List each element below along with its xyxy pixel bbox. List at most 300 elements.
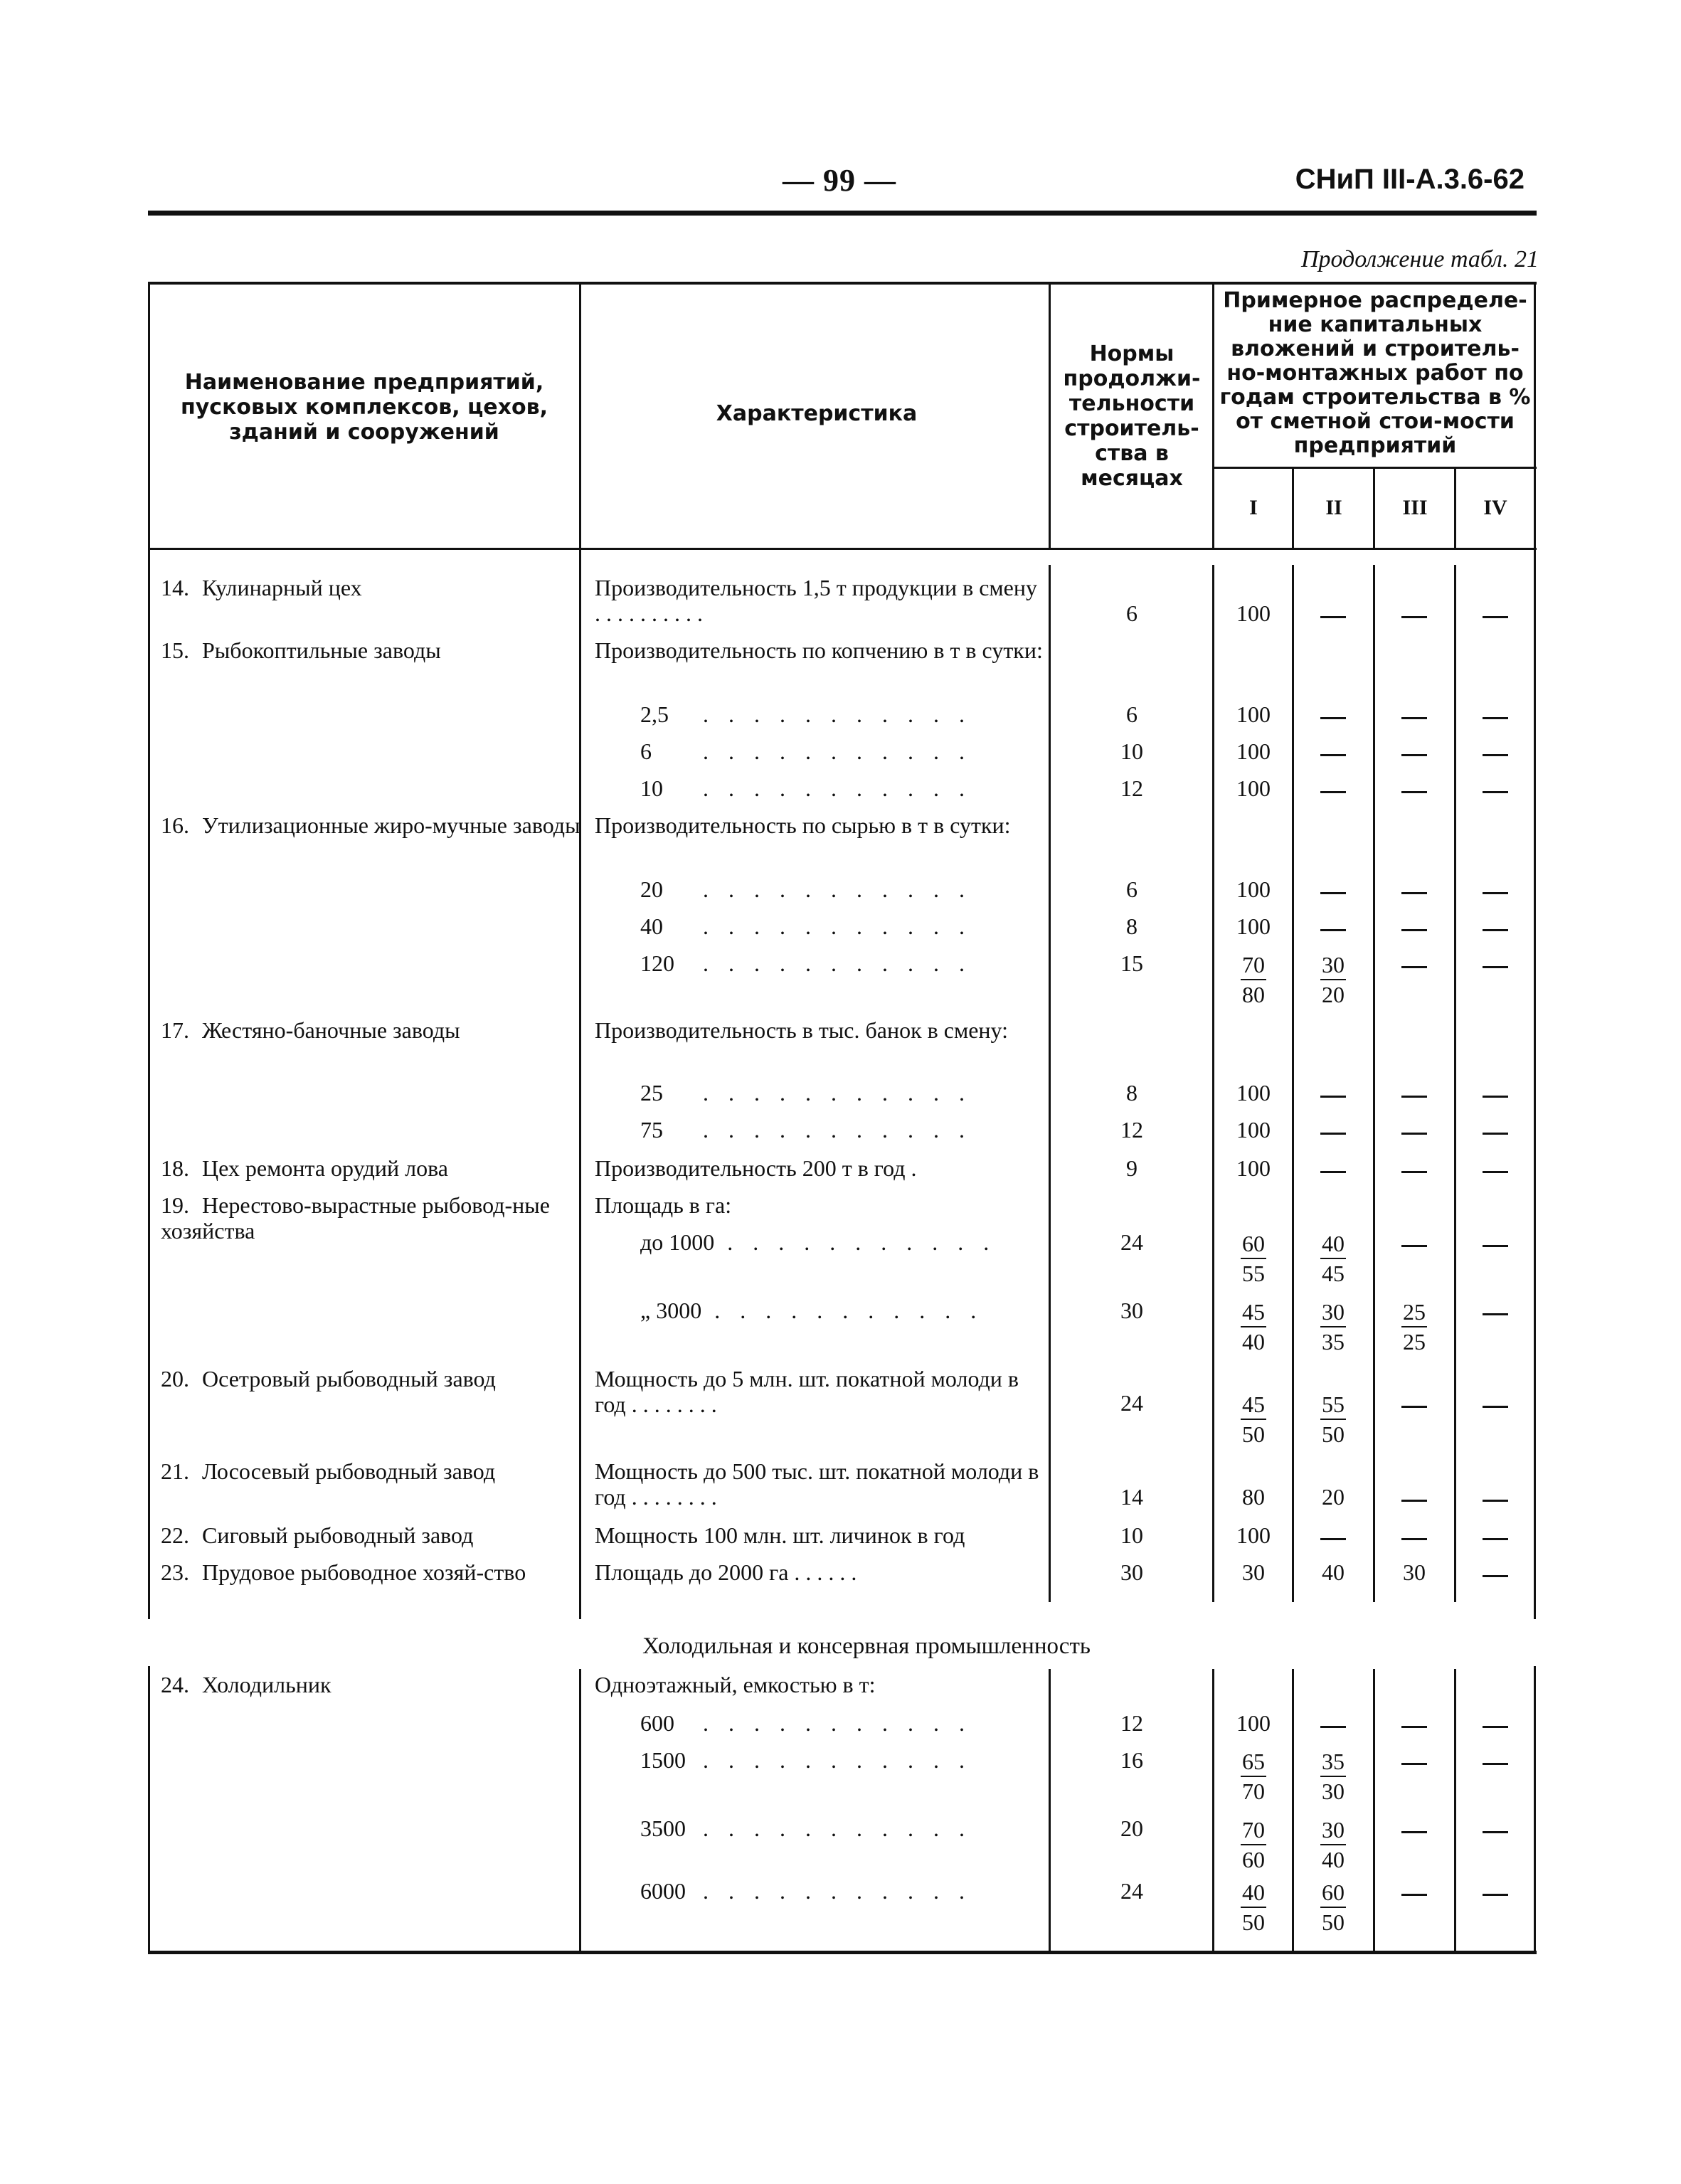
year-iii-value [1376,1817,1453,1843]
fraction-denominator: 35 [1322,1329,1345,1355]
fraction-numerator: 30 [1320,1298,1346,1327]
dash-mark [1483,1538,1508,1540]
row-name [161,637,588,663]
year-iii-value: 30 [1403,1559,1426,1585]
year-i-value: 80 [1242,1484,1265,1510]
sub-value: 1500 [640,1747,686,1773]
year-i-value [1215,950,1292,1009]
dash-mark [1401,1096,1427,1098]
row-number: 20. [161,1366,189,1391]
dash-mark [1483,1575,1508,1577]
leader-dots: . . . . . . . . . . . [690,1815,972,1841]
row-title: Кулинарный цех [202,575,362,600]
row-number: 22. [161,1522,189,1548]
year-iv-value [1457,1081,1534,1107]
column-rule [1454,565,1456,1602]
row-title: Жестяно-баночные заводы [202,1017,460,1043]
column-rule [1534,1666,1536,1951]
year-iii-value [1376,1118,1453,1144]
dash-mark [1320,1096,1346,1098]
year-i-value: 100 [1236,1522,1271,1548]
sub-value: до 1000 [640,1229,715,1255]
dash-mark [1483,1500,1508,1502]
row-characteristic: Мощность до 500 тыс. шт. покатной молоди в год . . . . . . . . [595,1458,1039,1510]
dash-mark [1483,1726,1508,1728]
fraction-denominator: 80 [1242,982,1265,1007]
fraction-denominator: 40 [1242,1329,1265,1355]
sub-value: 25 [640,1080,663,1106]
norm-value: 16 [1120,1747,1143,1773]
year-ii-value [1295,950,1372,1009]
fraction-numerator: 25 [1401,1298,1427,1327]
fraction-value [1241,1747,1266,1806]
sub-value: 600 [640,1710,674,1736]
sub-value: 120 [640,950,674,976]
dash-mark [1483,791,1508,793]
year-i-value: 100 [1236,1155,1271,1181]
row-number: 16. [161,812,189,838]
row-title: Утилизационные жиро-мучные заводы [202,812,580,838]
dash-mark [1483,929,1508,931]
page-number: — 99 — [783,163,896,198]
year-iv-value [1457,1391,1534,1417]
year-i-value: 100 [1236,600,1271,626]
header-year-2: II [1325,496,1342,519]
year-ii-value [1295,878,1372,903]
row-title: Сиговый рыбоводный завод [202,1522,474,1548]
top-rule [148,211,1537,216]
row-characteristic: Площадь до 2000 га . . . . . . [595,1559,857,1585]
year-ii-value: 40 [1322,1559,1345,1585]
row-characteristic: Мощность 100 млн. шт. личинок в год [595,1522,965,1548]
year-ii-value [1295,1081,1372,1107]
dash-mark [1483,1133,1508,1135]
year-iv-value [1457,1299,1534,1325]
sub-value: 20 [640,876,663,902]
sub-value: 2,5 [640,701,669,727]
fraction-denominator: 50 [1242,1421,1265,1447]
dash-mark [1483,892,1508,894]
norm-value: 10 [1120,1522,1143,1548]
row-name [161,1458,588,1484]
year-iv-value [1457,1749,1534,1774]
dash-mark [1401,791,1427,793]
leader-dots: . . . . . . . . . . . [690,1117,972,1143]
dash-mark [1401,717,1427,719]
norm-value: 6 [1126,876,1138,902]
row-title: Прудовое рыбоводное хозяй-ство [202,1559,526,1585]
dash-mark [1401,1406,1427,1408]
norm-value: 30 [1120,1559,1143,1585]
fraction-value [1241,1298,1266,1356]
fraction-value [1320,1229,1346,1288]
dash-mark [1401,966,1427,968]
dash-mark [1483,1096,1508,1098]
dash-mark [1320,717,1346,719]
norm-value: 12 [1120,1117,1143,1143]
year-iv-value [1457,1485,1534,1511]
dash-mark [1401,1763,1427,1765]
year-iv-value [1457,952,1534,977]
norm-value: 20 [1120,1815,1143,1841]
dash-mark [1320,791,1346,793]
year-iii-value [1376,1231,1453,1256]
dash-mark [1320,1538,1346,1540]
year-i-value: 100 [1236,913,1271,939]
row-title: Нерестово-вырастные рыбовод-ные хозяйства [161,1192,550,1244]
year-iii-value [1376,952,1453,977]
row-characteristic: Производительность в тыс. банок в смену: [595,1017,1009,1043]
norm-value: 24 [1120,1229,1143,1255]
header-vline [579,282,581,548]
column-rule [1454,1669,1456,1951]
header-vline [148,282,150,548]
fraction-numerator: 45 [1241,1390,1266,1420]
year-ii-value [1295,1390,1372,1448]
dash-mark [1401,1831,1427,1833]
dash-mark [1483,717,1508,719]
row-title: Рыбокоптильные заводы [202,637,441,663]
leader-dots: . . . . . . . . . . . [690,775,972,801]
year-i-value: 100 [1236,1117,1271,1143]
row-name [161,1559,588,1585]
fraction-value [1320,1815,1346,1874]
column-rule [1292,1669,1294,1951]
norm-value: 6 [1126,701,1138,727]
year-iv-value [1457,1231,1534,1256]
header-year-3: III [1402,496,1428,519]
norm-value: 8 [1126,913,1138,939]
norm-value: 30 [1120,1298,1143,1323]
dash-mark [1320,754,1346,756]
fraction-value [1320,950,1346,1009]
year-i-value: 100 [1236,876,1271,902]
dash-mark [1401,1171,1427,1173]
dash-mark [1483,616,1508,618]
year-iv-value [1457,740,1534,765]
row-number: 19. [161,1192,189,1218]
fraction-numerator: 65 [1241,1747,1266,1777]
header-name: Наименование предприятий, пусковых комплексов, цехов, зданий и сооружений [181,370,548,445]
fraction-denominator: 50 [1322,1909,1345,1935]
fraction-denominator: 40 [1322,1847,1345,1872]
row-name [161,1522,588,1548]
row-characteristic: Производительность 200 т в год . [595,1155,917,1181]
norm-value: 8 [1126,1080,1138,1106]
dash-mark [1401,1894,1427,1896]
dash-mark [1483,1763,1508,1765]
dash-mark [1320,929,1346,931]
row-name [161,1672,588,1697]
norm-value: 12 [1120,775,1143,801]
row-title: Холодильник [202,1672,332,1697]
year-i-value [1215,1747,1292,1806]
year-i-value [1215,1390,1292,1448]
year-iv-value [1457,703,1534,728]
dash-mark [1483,1313,1508,1315]
column-rule [1534,548,1536,1619]
leader-dots: . . . . . . . . . . . [690,876,972,902]
fraction-numerator: 40 [1241,1878,1266,1908]
leader-dots: . . . . . . . . . . . [690,1878,972,1904]
row-characteristic: Мощность до 5 млн. шт. покатной молоди в год . . . . . . . . [595,1366,1019,1417]
dash-mark [1483,1406,1508,1408]
sub-value: 3500 [640,1815,686,1841]
year-ii-value [1295,1815,1372,1874]
table-caption: Продолжение табл. 21 [1300,246,1539,272]
dash-mark [1483,754,1508,756]
norm-value: 15 [1120,950,1143,976]
dash-mark [1320,1133,1346,1135]
fraction-value [1320,1878,1346,1936]
year-iii-value [1376,1712,1453,1737]
leader-dots: . . . . . . . . . . . [690,950,972,976]
row-characteristic: Площадь в га: [595,1192,732,1218]
column-rule [1292,565,1294,1602]
year-i-value: 100 [1236,1080,1271,1106]
norm-value: 6 [1126,600,1138,626]
dash-mark [1320,1171,1346,1173]
year-iii-value [1376,740,1453,765]
leader-dots: . . . . . . . . . . . [690,1710,972,1736]
year-iv-value [1457,777,1534,802]
dash-mark [1483,1245,1508,1247]
column-rule [148,548,150,1619]
fraction-numerator: 60 [1241,1229,1266,1259]
document-code: СНиП III-А.3.6-62 [1295,164,1524,195]
year-iii-value [1376,1081,1453,1107]
year-i-value [1215,1815,1292,1874]
year-iii-value [1376,1524,1453,1549]
fraction-denominator: 50 [1322,1421,1345,1447]
leader-dots: . . . . . . . . . . . [714,1229,997,1255]
year-iii-value [1376,1749,1453,1774]
table-top-rule [148,282,1537,285]
row-characteristic: Производительность по сырью в т в сутки: [595,812,1011,838]
fraction-numerator: 30 [1320,950,1346,980]
year-iii-value [1376,1880,1453,1905]
leader-dots: . . . . . . . . . . . [690,701,972,727]
year-ii-value [1295,777,1372,802]
header-bottom-rule [148,548,1537,550]
dash-mark [1401,1726,1427,1728]
row-number: 18. [161,1155,189,1181]
fraction-denominator: 55 [1242,1261,1265,1286]
row-title: Цех ремонта орудий лова [202,1155,448,1181]
fraction-value [1241,950,1266,1009]
norm-value: 24 [1120,1878,1143,1904]
fraction-numerator: 60 [1320,1878,1346,1908]
fraction-denominator: 45 [1322,1261,1345,1286]
sub-value: 40 [640,913,663,939]
year-iii-value [1376,777,1453,802]
header-vline [1049,282,1051,548]
row-characteristic: Производительность 1,5 т продукции в смену . . . . . . . . . . [595,575,1037,626]
row-number: 17. [161,1017,189,1043]
dash-mark [1401,1133,1427,1135]
year-i-value: 100 [1236,775,1271,801]
norm-value: 14 [1120,1484,1143,1510]
sub-value: 75 [640,1117,663,1143]
norm-value: 24 [1120,1390,1143,1416]
dash-mark [1401,892,1427,894]
fraction-denominator: 20 [1322,982,1345,1007]
header-vline [1373,467,1375,548]
fraction-numerator: 55 [1320,1390,1346,1420]
year-ii-value [1295,1157,1372,1182]
dash-mark [1483,1894,1508,1896]
fraction-value [1241,1815,1266,1874]
leader-dots: . . . . . . . . . . . [690,1747,972,1773]
sub-value: 6000 [640,1878,686,1904]
table-bottom-rule [148,1951,1537,1954]
norm-value: 12 [1120,1710,1143,1736]
column-rule [1212,1669,1214,1951]
year-ii-value [1295,703,1372,728]
fraction-denominator: 50 [1242,1909,1265,1935]
fraction-denominator: 70 [1242,1779,1265,1804]
fraction-value [1320,1747,1346,1806]
dash-mark [1320,616,1346,618]
row-number: 24. [161,1672,189,1697]
fraction-numerator: 40 [1320,1229,1346,1259]
year-iv-value [1457,1880,1534,1905]
dash-mark [1401,754,1427,756]
fraction-numerator: 45 [1241,1298,1266,1327]
fraction-denominator: 60 [1242,1847,1265,1872]
fraction-value [1241,1229,1266,1288]
row-title: Осетровый рыбоводный завод [202,1366,496,1391]
dash-mark [1401,1500,1427,1502]
year-ii-value [1295,1524,1372,1549]
year-i-value [1215,1298,1292,1356]
year-iii-value [1376,878,1453,903]
year-iv-value [1457,602,1534,627]
year-ii-value [1295,1298,1372,1356]
year-i-value: 100 [1236,1710,1271,1736]
sub-value: „ 3000 [640,1298,702,1323]
header-vline [1212,282,1214,548]
header-distribution: Примерное распределе-ние капитальных вложений и строитель-но-монтажных работ по годам строительства в % от сметной стои-мости предприятий [1219,288,1531,458]
year-ii-value [1295,1118,1372,1144]
leader-dots: . . . . . . . . . . . [690,738,972,764]
fraction-value [1401,1298,1427,1356]
year-i-value [1215,1878,1292,1936]
year-iii-value [1376,703,1453,728]
dash-mark [1483,1831,1508,1833]
year-ii-value [1295,1229,1372,1288]
year-iv-value [1457,1157,1534,1182]
year-iv-value [1457,915,1534,940]
year-i-value: 30 [1242,1559,1265,1585]
year-iii-value [1376,915,1453,940]
year-iii-value [1376,1298,1453,1356]
fraction-numerator: 30 [1320,1815,1346,1845]
fraction-value [1320,1390,1346,1448]
column-rule [148,1666,150,1951]
dash-mark [1320,892,1346,894]
year-i-value [1215,1229,1292,1288]
year-iii-value [1376,602,1453,627]
header-characteristic: Характеристика [716,401,918,426]
row-title: Лососевый рыбоводный завод [202,1458,496,1484]
year-iv-value [1457,1561,1534,1586]
row-name [161,1155,588,1181]
row-characteristic: Одноэтажный, емкостью в т: [595,1672,876,1697]
dash-mark [1401,929,1427,931]
header-year-4: IV [1483,496,1507,519]
norm-value: 10 [1120,738,1143,764]
header-year-1: I [1249,496,1258,519]
fraction-numerator: 70 [1241,950,1266,980]
year-iii-value [1376,1157,1453,1182]
dash-mark [1320,1726,1346,1728]
column-rule [579,1669,581,1951]
year-i-value: 100 [1236,701,1271,727]
year-i-value: 100 [1236,738,1271,764]
year-ii-value [1295,740,1372,765]
row-name [161,1366,588,1391]
year-ii-value [1295,1747,1372,1806]
sub-value: 6 [640,738,652,764]
year-ii-value [1295,602,1372,627]
header-vline [1454,467,1456,548]
leader-dots: . . . . . . . . . . . [701,1298,984,1323]
leader-dots: . . . . . . . . . . . [690,913,972,939]
year-iv-value [1457,878,1534,903]
row-number: 21. [161,1458,189,1484]
year-ii-value [1295,1712,1372,1737]
header-vline [1292,467,1294,548]
row-name [161,575,588,600]
header-vline [1534,282,1536,548]
fraction-numerator: 35 [1320,1747,1346,1777]
row-name [161,1192,588,1244]
fraction-value [1241,1878,1266,1936]
row-characteristic: Производительность по копчению в т в сутки: [595,637,1043,663]
sub-value: 10 [640,775,663,801]
header-duration: Нормы продолжи-тельности строитель-ства в месяцах [1063,341,1201,491]
norm-value: 9 [1126,1155,1138,1181]
fraction-denominator: 30 [1322,1779,1345,1804]
year-ii-value: 20 [1322,1484,1345,1510]
year-iv-value [1457,1524,1534,1549]
row-number: 14. [161,575,189,600]
fraction-numerator: 70 [1241,1815,1266,1845]
fraction-denominator: 25 [1403,1329,1426,1355]
row-name [161,812,588,838]
fraction-value [1320,1298,1346,1356]
dash-mark [1483,966,1508,968]
row-number: 15. [161,637,189,663]
section-title: Холодильная и консервная промышленность [642,1633,1091,1659]
year-iv-value [1457,1712,1534,1737]
column-rule [1373,565,1375,1602]
row-name [161,1017,588,1043]
dash-mark [1401,1538,1427,1540]
dash-mark [1401,616,1427,618]
fraction-value [1241,1390,1266,1448]
leader-dots: . . . . . . . . . . . [690,1080,972,1106]
year-iii-value [1376,1391,1453,1417]
dash-mark [1483,1171,1508,1173]
row-number: 23. [161,1559,189,1585]
year-iii-value [1376,1485,1453,1511]
year-iv-value [1457,1118,1534,1144]
dash-mark [1401,1245,1427,1247]
norms-table [148,282,1537,1955]
year-iv-value [1457,1817,1534,1843]
